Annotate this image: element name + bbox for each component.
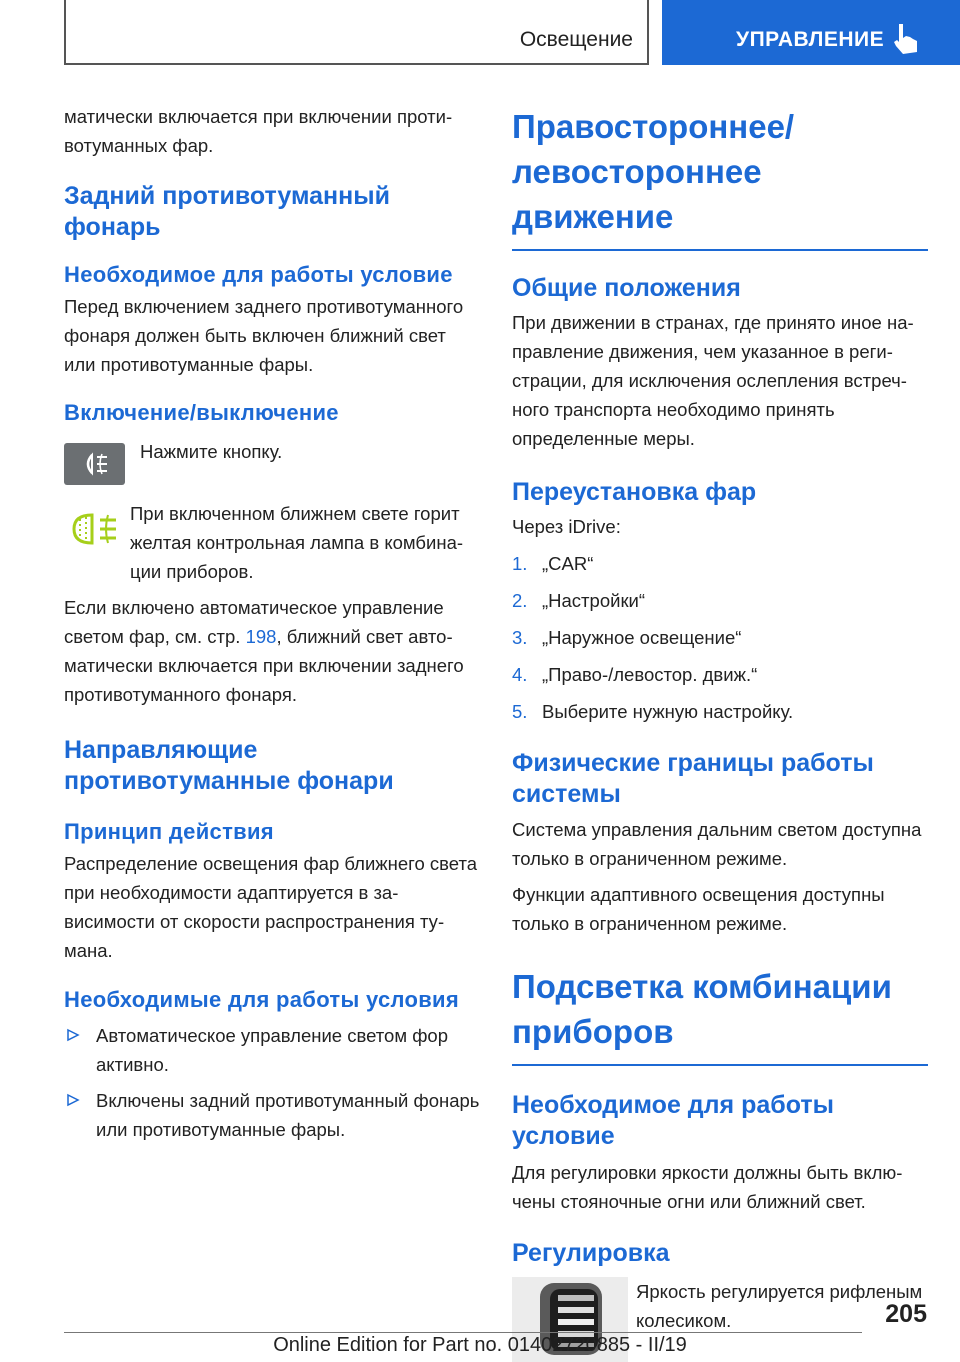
press-button-text: Нажмите кнопку.	[140, 441, 283, 462]
list-item	[512, 697, 928, 726]
pointing-hand-icon	[890, 22, 920, 56]
left-column	[64, 100, 482, 1144]
limits-text-1: Система управления дальним светом доступна только в ограниченном режиме.	[512, 819, 922, 869]
condition-text: Включены задний противотуманный фонарь или противотуманные фары.	[96, 1090, 480, 1140]
step-number: 4.	[512, 664, 528, 685]
step-text: „CAR“	[542, 553, 594, 574]
step-number: 3.	[512, 627, 528, 648]
principle-title: Принцип действия	[64, 819, 274, 844]
page-link-198[interactable]: 198	[245, 626, 277, 647]
triangle-bullet-icon	[66, 1093, 80, 1107]
rear-fog-condition-title: Необходимое для работы условие	[64, 262, 453, 287]
condition-text: Автоматическое управление светом фор активно.	[96, 1025, 448, 1075]
auto-text-before: Если включено автоматическое управление светом фар, см. стр.	[64, 597, 444, 647]
steps-list	[512, 549, 928, 726]
adjust-text: Яркость регулируется рифленым колесиком.	[636, 1281, 923, 1331]
header-section-box	[64, 0, 649, 65]
limits-text-2: Функции адаптивного освещения доступны только в ограниченном режиме.	[512, 884, 885, 934]
principle-text: Распределение освещения фар ближнего света при необходимости адаптируется в зависимости от скорости распространения тумана.	[64, 853, 478, 961]
rear-fog-condition-text: Перед включением заднего противотуманного фонаря должен быть включен ближний свет или противотуманные фары.	[64, 296, 464, 375]
adjust-title: Регулировка	[512, 1239, 670, 1267]
list-item	[512, 549, 928, 578]
auto-text-after: , ближний свет автоматически включается при включении заднего противотуманного фонаря.	[64, 626, 464, 705]
chapter-tab-label: УПРАВЛЕНИЕ	[736, 28, 885, 51]
step-number: 2.	[512, 590, 528, 611]
traffic-title: Правостороннее/ левостороннее движение	[512, 108, 795, 235]
intro-text: матически включается при включении противотуманных фар.	[64, 106, 453, 156]
cornering-title: Направляющие противотуманные фонари	[64, 736, 394, 795]
footer-rule	[64, 1332, 862, 1333]
list-item	[64, 1021, 482, 1079]
limits-title: Физические границы работы системы	[512, 749, 874, 808]
page-number: 205	[885, 1300, 927, 1328]
list-item	[64, 1086, 482, 1144]
step-text: Выберите нужную настройку.	[542, 701, 794, 722]
instrument-title: Подсветка комбинации приборов	[512, 968, 892, 1050]
triangle-bullet-icon	[66, 1028, 80, 1042]
auto-light-text	[64, 593, 482, 709]
readjust-title: Переустановка фар	[512, 478, 757, 506]
right-column	[512, 100, 928, 1362]
section-title: Освещение	[519, 28, 633, 51]
rear-fog-button-icon	[64, 443, 125, 485]
instrument-condition-text: Для регулировки яркости должны быть включены стояночные огни или ближний свет.	[512, 1162, 903, 1212]
conditions-title: Необходимые для работы условия	[64, 987, 459, 1012]
list-item	[512, 623, 928, 652]
rear-fog-indicator-icon	[68, 509, 124, 549]
list-item	[512, 586, 928, 615]
via-idrive-text: Через iDrive:	[512, 516, 621, 537]
step-number: 5.	[512, 701, 528, 722]
indicator-text: При включенном ближнем свете горит желтая контрольная лампа в комбинации приборов.	[130, 503, 464, 582]
press-button-row	[64, 437, 482, 497]
list-item	[512, 660, 928, 689]
instrument-condition-title: Необходимое для работы условие	[512, 1091, 834, 1150]
general-title: Общие положения	[512, 274, 741, 302]
rear-fog-switch-title: Включение/выключение	[64, 400, 339, 425]
general-text: При движении в странах, где принято иное направление движения, чем указанное в регистрации, для исключения ослепления встречного транспорта необходимо принять определенные меры.	[512, 312, 914, 449]
chapter-tab[interactable]	[662, 0, 960, 65]
step-text: „Настройки“	[542, 590, 646, 611]
step-text: „Наружное освещение“	[542, 627, 742, 648]
step-number: 1.	[512, 553, 528, 574]
section-rule	[512, 1064, 928, 1066]
step-text: „Право-/левостор. движ.“	[542, 664, 758, 685]
edition-text: Online Edition for Part no. 01402720885 - II/19	[273, 1334, 687, 1356]
rear-fog-title: Задний противотуманный фонарь	[64, 182, 390, 241]
conditions-list	[64, 1021, 482, 1144]
section-rule	[512, 249, 928, 251]
indicator-row	[64, 499, 482, 587]
